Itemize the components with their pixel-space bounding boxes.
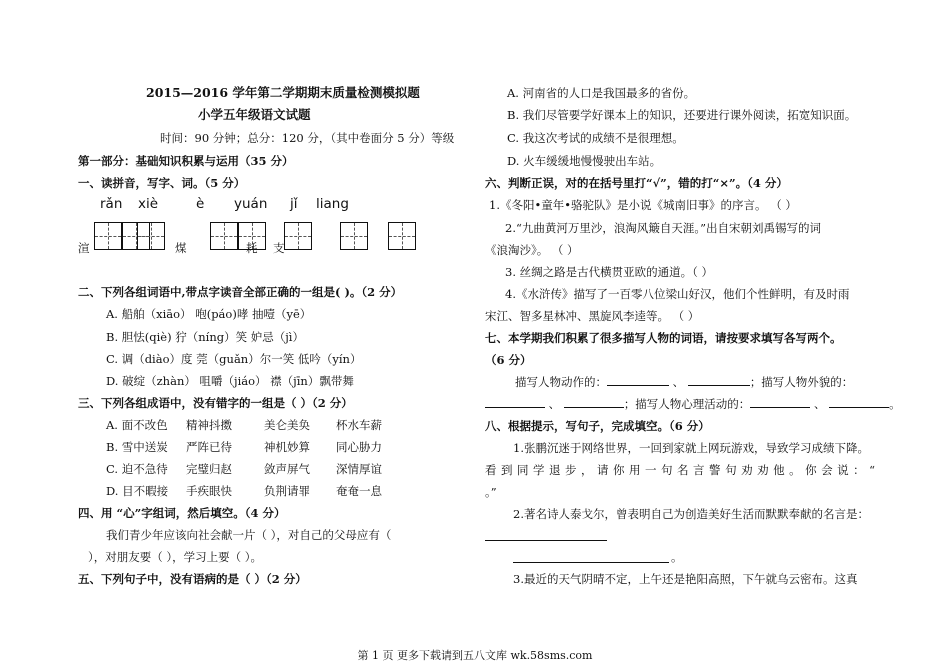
q6-statement-4a: 4.《水浒传》描写了一百零八位梁山好汉，他们个性鲜明，有及时雨 <box>505 287 850 301</box>
char-hao: 耗 <box>246 241 258 255</box>
q6-statement-1: 1.《冬阳•童年•骆驼队》是小说《城南旧事》的序言。 （ ） <box>489 198 797 212</box>
idiom: 精神抖擞 <box>186 418 232 432</box>
idiom: D. 目不暇接 <box>106 484 169 498</box>
idiom: 美仑美奂 <box>264 418 310 432</box>
q6-statement-3: 3. 丝绸之路是古代横贯亚欧的通道。（ ） <box>505 265 714 279</box>
q5-option-d: D. 火车缓缓地慢慢驶出车站。 <box>507 154 662 168</box>
q1-heading: 一、读拼音，写字、词。（5 分） <box>78 176 246 190</box>
idiom: 神机妙算 <box>264 440 310 454</box>
idiom: 奄奄一息 <box>336 484 382 498</box>
q7-line2 <box>485 397 901 411</box>
q6-statement-2a: 2.“九曲黄河万里沙，浪淘风簸自天涯。”出自宋朝刘禹锡写的词 <box>505 221 821 235</box>
q2-option-a: A. 船舶（xiāo） 咆(páo)哮 抽噎（yē） <box>106 307 312 321</box>
q5-heading: 五、下列句子中，没有语病的是（ ）（2 分） <box>78 572 307 586</box>
q5-option-b: B. 我们尽管要学好课本上的知识，还要进行课外阅读，拓宽知识面。 <box>507 108 857 122</box>
q8-prompt-1a: 1.张鹏沉迷于网络世界，一回到家就上网玩游戏，导致学习成绩下降。 <box>513 441 869 455</box>
exam-title: 2015—2016 学年第二学期期末质量检测模拟题 <box>146 85 420 100</box>
char-xuan: 渲 <box>78 241 90 255</box>
page-footer: 第 1 页 更多下载请到五八文库 wk.58sms.com <box>357 649 593 662</box>
idiom: 杯水车薪 <box>336 418 382 432</box>
answer-blank[interactable] <box>750 407 810 408</box>
pinyin-4: yuán <box>234 196 268 212</box>
q2-option-c: C. 调（diào）度 莞（guǎn）尔一笑 低吟（yín） <box>106 352 362 366</box>
idiom: A. 面不改色 <box>106 418 168 432</box>
q6-statement-2b: 《浪淘沙》。 （ ） <box>485 243 579 257</box>
answer-blank[interactable] <box>688 385 750 386</box>
answer-blank[interactable] <box>485 407 545 408</box>
q5-option-a: A. 河南省的人口是我国最多的省份。 <box>507 86 696 100</box>
idiom: 同心胁力 <box>336 440 382 454</box>
idiom: 敛声屏气 <box>264 462 310 476</box>
q2-heading: 二、下列各组词语中,带点字读音全部正确的一组是( )。（2 分） <box>78 285 403 299</box>
q7-label-appearance: ；描写人物外貌的： <box>749 375 854 389</box>
idiom: 深情厚谊 <box>336 462 382 476</box>
q7-label-mind: ；描写人物心理活动的： <box>623 397 751 411</box>
idiom: 手疾眼快 <box>186 484 232 498</box>
char-mei: 煤 <box>175 241 187 255</box>
q7-sep: 、 <box>672 375 685 389</box>
writing-box[interactable] <box>284 222 312 250</box>
pinyin-1: rǎn <box>100 196 123 212</box>
writing-box[interactable] <box>94 222 122 250</box>
pinyin-3: è <box>196 196 205 212</box>
pinyin-5: jǐ <box>290 196 298 212</box>
q8-prompt-1c: 。” <box>485 485 497 499</box>
q2-option-b: B. 胆怯(qiè) 狞（níng）笑 妒忌（jì） <box>106 330 304 344</box>
exam-info: 时间：90 分钟；总分：120 分，（其中卷面分 5 分）等级 <box>160 131 455 145</box>
q7-heading: 七、本学期我们积累了很多描写人物的词语，请按要求填写各写两个。 <box>485 331 842 345</box>
answer-blank[interactable] <box>564 407 624 408</box>
writing-box[interactable] <box>388 222 416 250</box>
q6-statement-4b: 宋江、智多星林冲、黑旋风李逵等。 （ ） <box>485 309 700 323</box>
char-zhi: 支 <box>273 241 285 255</box>
answer-blank[interactable] <box>485 526 607 541</box>
q7-score: （6 分） <box>485 353 532 367</box>
q8-prompt-2-end: 。 <box>671 550 683 564</box>
q8-prompt-2: 2.著名诗人泰戈尔，曾表明自己为创造美好生活而默默奉献的名言是： <box>513 507 869 521</box>
q8-heading: 八、根据提示，写句子，完成填空。（6 分） <box>485 419 710 433</box>
answer-blank[interactable] <box>607 385 669 386</box>
q7-label-action: 描写人物动作的： <box>515 375 607 389</box>
pinyin-6: liang <box>316 196 349 212</box>
q6-heading: 六、判断正误，对的在括号里打“√”，错的打“×”。（4 分） <box>485 176 788 190</box>
q5-option-c: C. 我这次考试的成绩不是很理想。 <box>507 131 684 145</box>
answer-blank[interactable] <box>513 548 669 563</box>
q7-sep: 、 <box>813 397 826 411</box>
part1-heading: 第一部分：基础知识积累与运用（35 分） <box>78 154 294 168</box>
q8-prompt-1b: 看到同学退步，请你用一句名言警句劝劝他。你会说：“ <box>485 463 875 477</box>
q3-heading: 三、下列各组成语中，没有错字的一组是（ ）（2 分） <box>78 396 353 410</box>
q4-line2: ），对朋友要（ ），学习上要（ ）。 <box>88 550 263 564</box>
q2-option-d: D. 破绽（zhàn） 咀嚼（jiáo） 襟（jīn）飘带舞 <box>106 374 354 388</box>
q7-line1 <box>515 375 853 389</box>
idiom: B. 雪中送炭 <box>106 440 168 454</box>
idiom: 负荆请罪 <box>264 484 310 498</box>
writing-box[interactable] <box>210 222 238 250</box>
idiom: 完璧归赵 <box>186 462 232 476</box>
idiom: 严阵已待 <box>186 440 232 454</box>
idiom: C. 迫不急待 <box>106 462 168 476</box>
q7-end: 。 <box>889 397 901 411</box>
q4-heading: 四、用 “心”字组词，然后填空。（4 分） <box>78 506 286 520</box>
q4-line1: 我们青少年应该向社会献一片（ ），对自己的父母应有（ <box>106 528 392 542</box>
q7-sep: 、 <box>548 397 561 411</box>
pinyin-2: xiè <box>138 196 159 212</box>
q8-prompt-3: 3.最近的天气阴晴不定，上午还是艳阳高照，下午就乌云密布。这真 <box>513 572 858 586</box>
writing-box[interactable] <box>340 222 368 250</box>
answer-blank[interactable] <box>829 407 889 408</box>
exam-subtitle: 小学五年级语文试题 <box>198 107 311 122</box>
writing-box[interactable] <box>137 222 165 250</box>
